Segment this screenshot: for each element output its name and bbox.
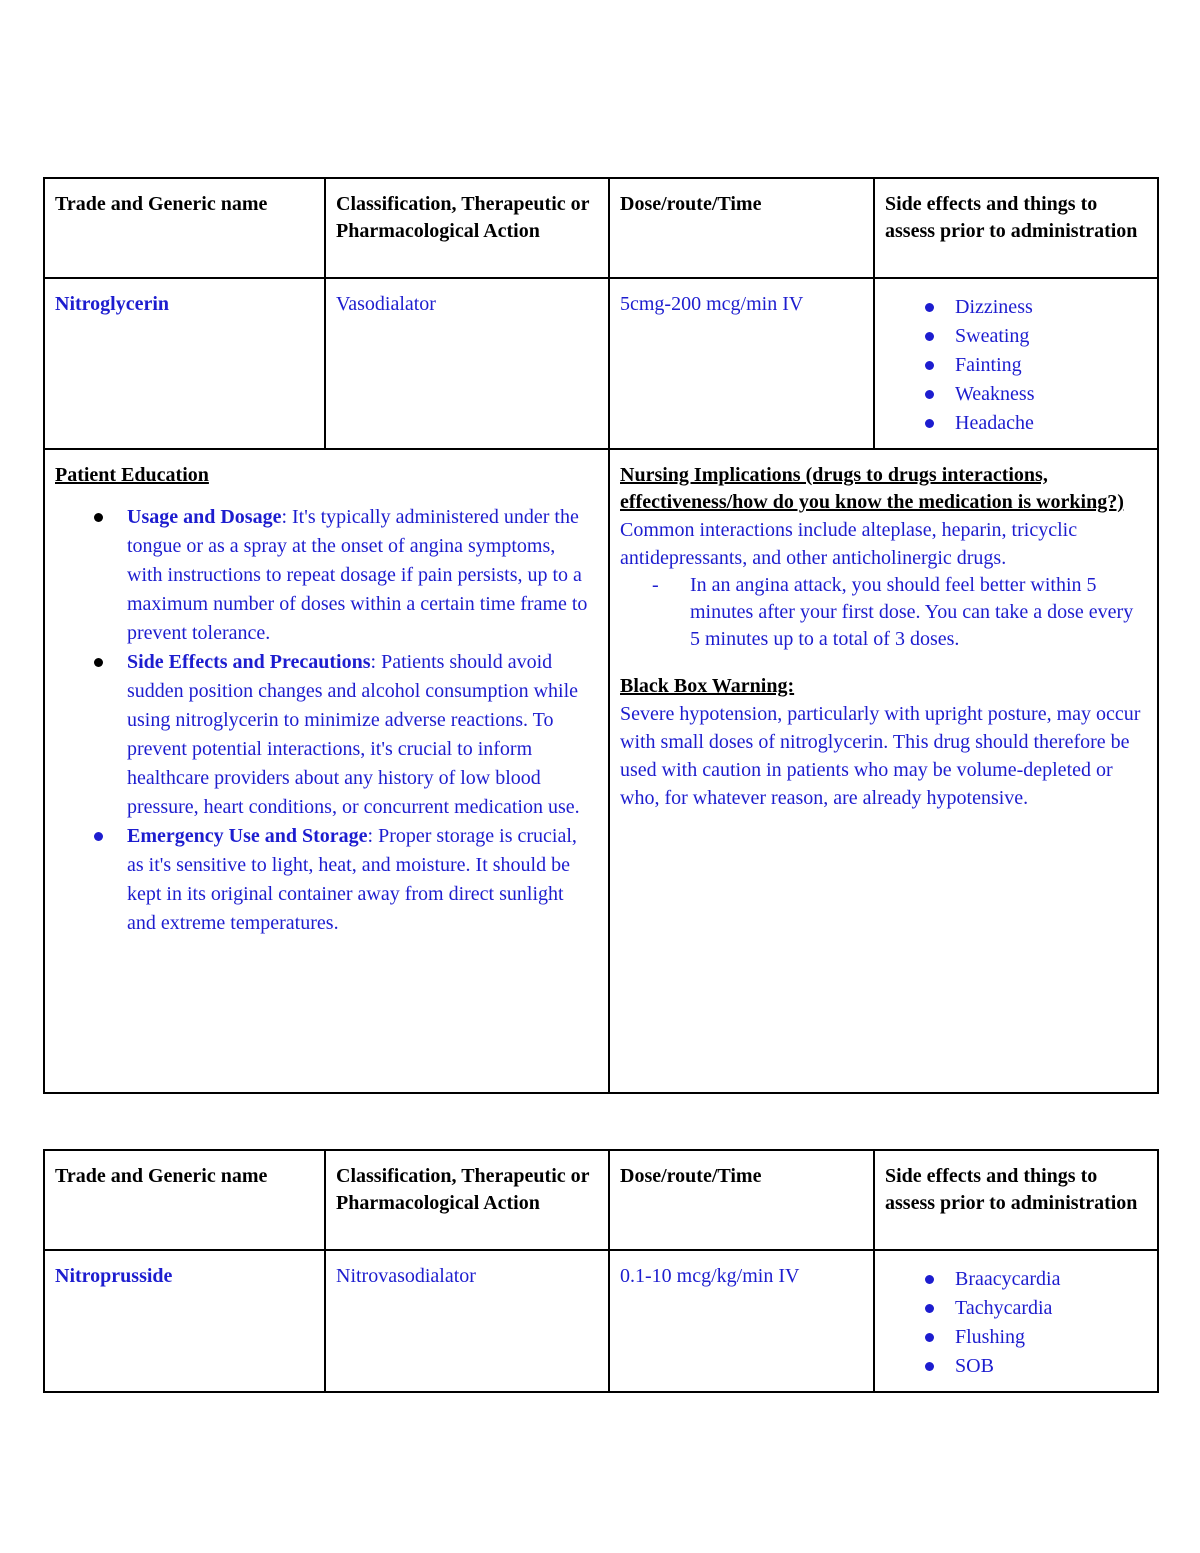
list-item	[127, 503, 598, 648]
black-box-warning-heading: Black Box Warning:	[620, 675, 795, 697]
side-effects-cell	[874, 1250, 1158, 1392]
edu-item-text: : Proper storage is crucial, as it's sensitive to light, heat, and moisture. It should be kept in its original container away from direct sunlight and extreme temperatures.	[127, 825, 577, 934]
dose-cell: 0.1-10 mcg/kg/min IV	[609, 1250, 874, 1392]
black-box-warning-text: Severe hypotension, particularly with upright posture, may occur with small doses of nitroglycerin. This drug should therefore be used with caution in patients who may be volume-depleted or who, for whatever reason, are already hypotensive.	[620, 703, 1141, 809]
drug-name-cell	[44, 278, 325, 449]
edu-item-title: Side Effects and Precautions	[127, 651, 371, 673]
header-trade-generic-name: Trade and Generic name	[44, 178, 325, 278]
list-item: Sweating	[955, 322, 1147, 351]
side-effects-list	[885, 1265, 1147, 1381]
drug-name: Nitroglycerin	[55, 293, 170, 315]
drug-table-nitroprusside	[43, 1149, 1159, 1393]
header-classification: Classification, Therapeutic or Pharmacological Action	[325, 1150, 609, 1250]
drug-name: Nitroprusside	[55, 1265, 173, 1287]
list-item: Dizziness	[955, 293, 1147, 322]
table-header-row	[44, 1150, 1158, 1250]
list-item: Weakness	[955, 380, 1147, 409]
side-effects-list	[885, 293, 1147, 438]
table-row	[44, 1250, 1158, 1392]
classification-cell: Vasodialator	[325, 278, 609, 449]
header-trade-generic-name: Trade and Generic name	[44, 1150, 325, 1250]
list-item: Tachycardia	[955, 1294, 1147, 1323]
list-item: Flushing	[955, 1323, 1147, 1352]
dose-cell: 5cmg-200 mcg/min IV	[609, 278, 874, 449]
list-item: Braacycardia	[955, 1265, 1147, 1294]
edu-item-text: : It's typically administered under the tongue or as a spray at the onset of angina symptoms, with instructions to repeat dosage if pain persists, up to a maximum number of doses within a certain time frame to prevent tolerance.	[127, 506, 588, 644]
list-item: SOB	[955, 1352, 1147, 1381]
side-effects-cell	[874, 278, 1158, 449]
drug-name-cell	[44, 1250, 325, 1392]
header-side-effects: Side effects and things to assess prior to administration	[874, 178, 1158, 278]
edu-item-text: : Patients should avoid sudden position changes and alcohol consumption while using nitroglycerin to minimize adverse reactions. To prevent potential interactions, it's crucial to inform healthcare providers about any history of low blood pressure, heart conditions, or concurrent medication use.	[127, 651, 580, 818]
patient-education-cell	[44, 449, 609, 1093]
spacer	[620, 653, 1147, 673]
drug-table-nitroglycerin	[43, 177, 1159, 1094]
table-header-row	[44, 178, 1158, 278]
patient-education-heading: Patient Education	[55, 464, 209, 486]
patient-education-list	[55, 503, 598, 938]
list-item: Headache	[955, 409, 1147, 438]
nursing-implications-cell	[609, 449, 1158, 1093]
list-item	[127, 648, 598, 822]
list-item: - In an angina attack, you should feel better within 5 minutes after your first dose. You can take a dose every 5 minutes up to a total of 3 doses.	[690, 572, 1147, 653]
header-dose-route-time: Dose/route/Time	[609, 1150, 874, 1250]
nursing-implications-text: Common interactions include alteplase, heparin, tricyclic antidepressants, and other anticholinergic drugs.	[620, 519, 1078, 569]
table-row	[44, 449, 1158, 1093]
classification-cell: Nitrovasodialator	[325, 1250, 609, 1392]
list-item	[127, 822, 598, 938]
header-classification: Classification, Therapeutic or Pharmacological Action	[325, 178, 609, 278]
edu-item-title: Emergency Use and Storage	[127, 825, 368, 847]
nursing-implications-heading: Nursing Implications (drugs to drugs interactions, effectiveness/how do you know the medication is working?)	[620, 464, 1124, 513]
list-item: Fainting	[955, 351, 1147, 380]
header-dose-route-time: Dose/route/Time	[609, 178, 874, 278]
edu-item-title: Usage and Dosage	[127, 506, 282, 528]
header-side-effects: Side effects and things to assess prior to administration	[874, 1150, 1158, 1250]
table-row	[44, 278, 1158, 449]
nursing-dash-list	[620, 572, 1147, 653]
